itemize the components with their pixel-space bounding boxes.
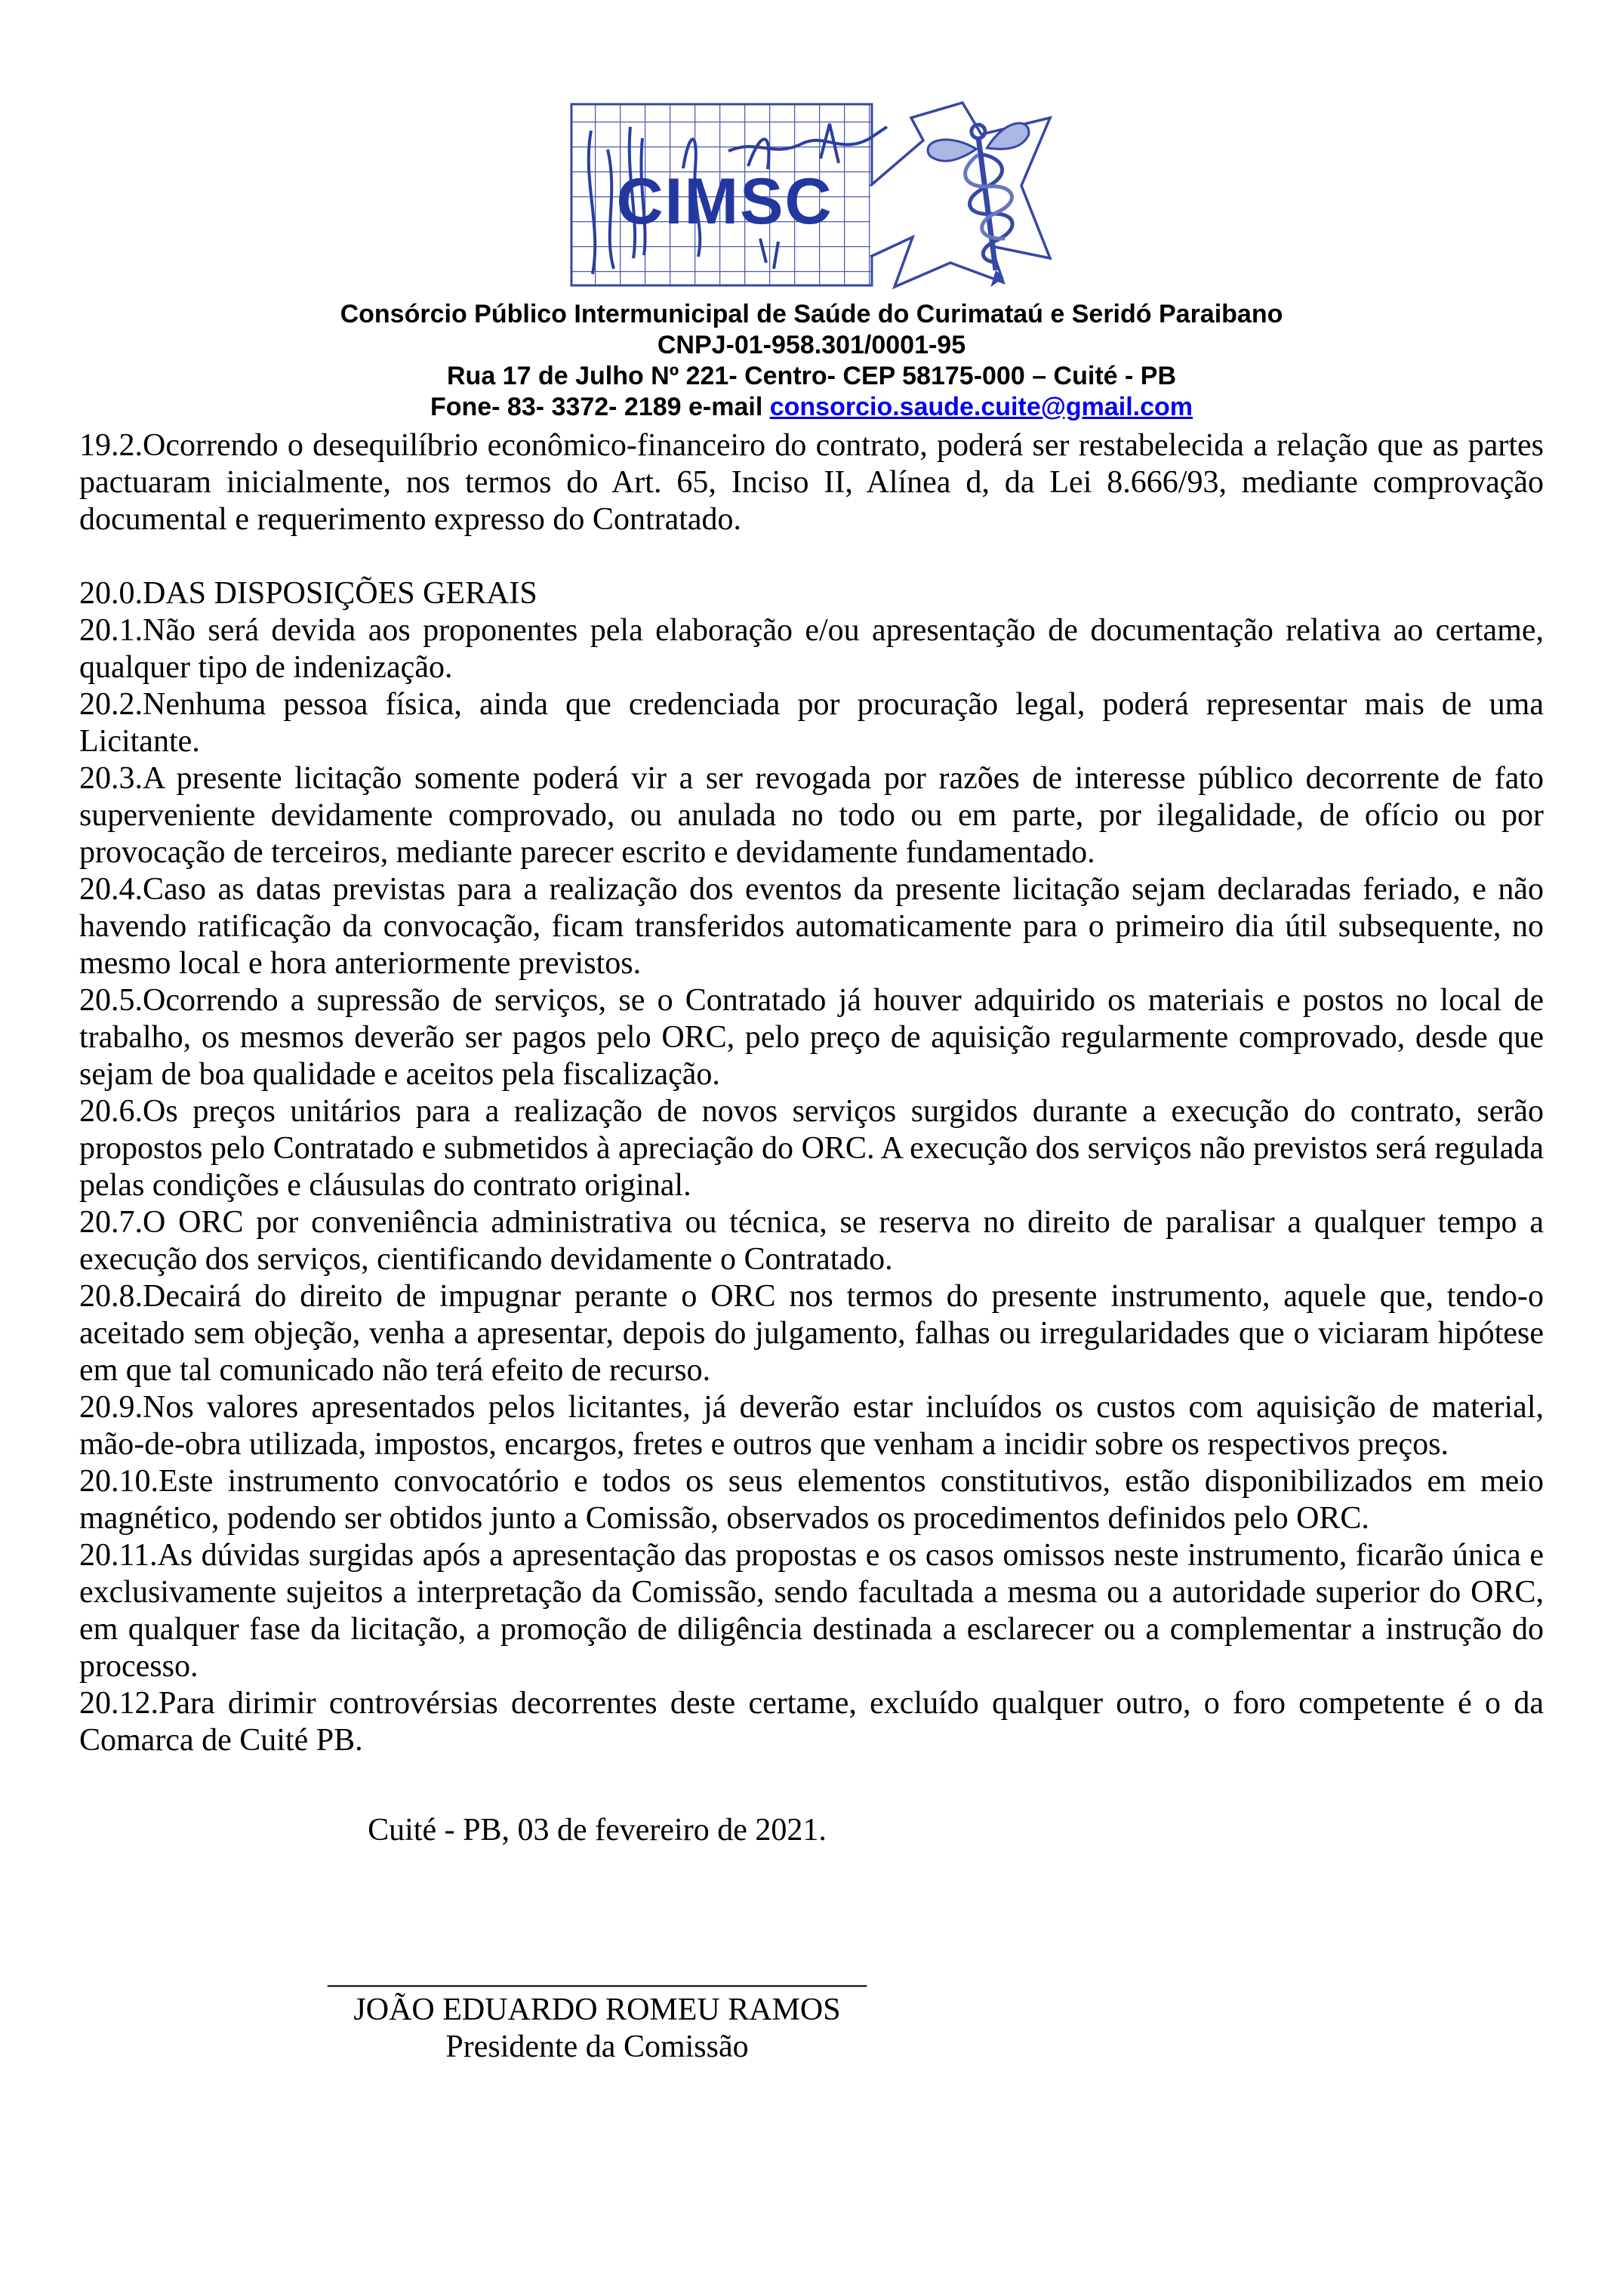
paragraph-20-4: 20.4.Caso as datas previstas para a realização dos eventos da presente licitação sejam declaradas feriado, e não havendo ratificação da convocação, ficam transferidos automaticamente para o primeiro dia útil subsequente, no mesmo local e hora anteriormente previstos. [79, 872, 1544, 981]
paragraph-20-3: 20.3.A presente licitação somente poderá vir a ser revogada por razões de interesse público decorrente de fato superveniente devidamente comprovado, ou anulada no todo ou em parte, por ilegalidade, de ofício ou por provocação de terceiros, mediante parecer escrito e devidamente fundamentado. [79, 761, 1544, 870]
org-cnpj: CNPJ-01-958.301/0001-95 [657, 331, 966, 359]
org-address: Rua 17 de Julho Nº 221- Centro- CEP 58175-000 – Cuité - PB [447, 362, 1176, 390]
paragraph-20-7: 20.7.O ORC por conveniência administrativa ou técnica, se reserva no direito de paralisar a qualquer tempo a execução dos serviços, cientificando devidamente o Contratado. [79, 1205, 1544, 1277]
blank-line [79, 538, 1544, 575]
signatory-name: JOÃO EDUARDO ROMEU RAMOS [353, 1992, 841, 2027]
paragraph-20-6: 20.6.Os preços unitários para a realização de novos serviços surgidos durante a execução do contrato, serão propostos pelo Contratado e submetidos à apreciação do ORC. A execução dos serviços não previstos será regulada pelas condições e cláusulas do contrato original. [79, 1094, 1544, 1203]
logo-acronym: CIMSC [616, 165, 833, 238]
signatory-title: Presidente da Comissão [445, 2029, 749, 2064]
section-heading-20-0: 20.0.DAS DISPOSIÇÕES GERAIS [79, 576, 537, 611]
letterhead [79, 299, 1544, 423]
org-name: Consórcio Público Intermunicipal de Saúde do Curimataú e Seridó Paraibano [340, 300, 1283, 328]
paragraph-20-9: 20.9.Nos valores apresentados pelos licitantes, já deverão estar incluídos os custos com aquisição de material, mão-de-obra utilizada, impostos, encargos, fretes e outros que venham a incidir sobre os respectivos preços. [79, 1390, 1544, 1462]
date-line: Cuité - PB, 03 de fevereiro de 2021. [368, 1813, 827, 1848]
org-contact-line [79, 392, 1544, 423]
cimsc-logo-graphic [570, 97, 1053, 294]
paragraph-20-5: 20.5.Ocorrendo a supressão de serviços, se o Contratado já houver adquirido os materiais e postos no local de trabalho, os mesmos deverão ser pagos pelo ORC, pelo preço de aquisição regularmente comprovado, desde que sejam de boa qualidade e aceitos pela fiscalização. [79, 983, 1544, 1092]
paragraph-20-10: 20.10.Este instrumento convocatório e todos os seus elementos constitutivos, estão disponibilizados em meio magnético, podendo ser obtidos junto a Comissão, observados os procedimentos definidos pelo ORC. [79, 1464, 1544, 1536]
closing-block [79, 1812, 1115, 2066]
paragraph-20-8: 20.8.Decairá do direito de impugnar perante o ORC nos termos do presente instrumento, aquele que, tendo-o aceitado sem objeção, venha a apresentar, depois do julgamento, falhas ou irregularidades que o viciaram hipótese em que tal comunicado não terá efeito de recurso. [79, 1279, 1544, 1388]
paragraph-20-1: 20.1.Não será devida aos proponentes pela elaboração e/ou apresentação de documentação relativa ao certame, qualquer tipo de indenização. [79, 613, 1544, 685]
paragraph-20-2: 20.2.Nenhuma pessoa física, ainda que credenciada por procuração legal, poderá representar mais de uma Licitante. [79, 687, 1544, 759]
signature-rule: __________________________________ [328, 1955, 867, 1990]
phone-label: Fone- 83- 3372- 2189 e-mail [430, 393, 770, 421]
email-link[interactable]: consorcio.saude.cuite@gmail.com [769, 393, 1193, 421]
cimsc-logo [570, 97, 1053, 294]
paragraph-20-12: 20.12.Para dirimir controvérsias decorrentes deste certame, excluído qualquer outro, o foro competente é o da Comarca de Cuité PB. [79, 1686, 1544, 1758]
signature-block [79, 1955, 1115, 2066]
paragraph-19-2: 19.2.Ocorrendo o desequilíbrio econômico-financeiro do contrato, poderá ser restabelecida a relação que as partes pactuaram inicialmente, nos termos do Art. 65, Inciso II, Alínea d, da Lei 8.666/93, mediante comprovação documental e requerimento expresso do Contratado. [79, 428, 1544, 537]
paragraph-20-11: 20.11.As dúvidas surgidas após a apresentação das propostas e os casos omissos neste instrumento, ficarão única e exclusivamente sujeitos a interpretação da Comissão, sendo facultada a mesma ou a autoridade superior do ORC, em qualquer fase da licitação, a promoção de diligência destinada a esclarecer ou a complementar a instrução do processo. [79, 1538, 1544, 1684]
document-body [79, 427, 1544, 1759]
